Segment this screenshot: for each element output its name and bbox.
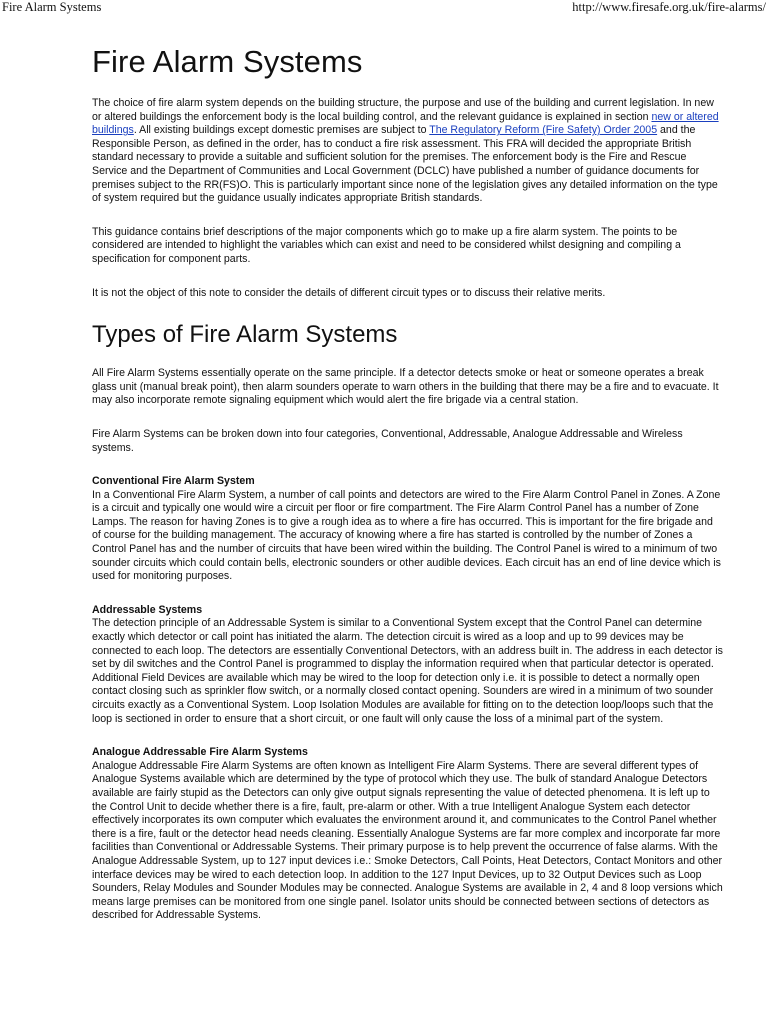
analogue-section	[92, 746, 724, 923]
conventional-heading: Conventional Fire Alarm System	[92, 475, 255, 488]
addressable-heading: Addressable Systems	[92, 603, 203, 616]
print-header-url: http://www.firesafe.org.uk/fire-alarms/	[572, 0, 766, 14]
types-principle-paragraph: All Fire Alarm Systems essentially operate on the same principle. If a detector detects smoke or heat or someone operates a break glass unit (manual break point), then alarm sounders operate to warn others in the building that there may be a fire and to evacuate. It may also incorporate remote signaling equipment which would alert the fire brigade via a central station.	[92, 367, 719, 407]
page-title: Fire Alarm Systems	[92, 44, 363, 79]
conventional-body: In a Conventional Fire Alarm System, a number of call points and detectors are wired to the Fire Alarm Control Panel in Zones. A Zone is a circuit and typically one would wire a circuit per floor or fire compartment. The Fire Alarm Control Panel has a number of Zone Lamps. The reason for having Zones is to give a rough idea as to where a fire has occurred. This is important for the fire brigade and of course for the building management. The accuracy of knowing where a fire has started is controlled by the number of Zones a Control Panel has and the number of circuits that have been wired within the building. The Control Panel is wired to a minimum of two sounder circuits which could contain bells, electronic sounders or other audible devices. Each circuit has an end of line device which is used for monitoring purposes.	[92, 488, 721, 583]
conventional-section	[92, 475, 724, 584]
guidance-paragraph: This guidance contains brief descriptions of the major components which go to make up a fire alarm system. The points to be considered are intended to highlight the variables which can exist and need to be considered whilst designing and compiling a specification for component parts.	[92, 225, 681, 265]
new-or-altered-buildings-link[interactable]: new or altered buildings	[92, 110, 719, 137]
types-heading: Types of Fire Alarm Systems	[92, 321, 398, 349]
scope-paragraph: It is not the object of this note to consider the details of different circuit types or to discuss their relative merits.	[92, 286, 606, 299]
analogue-heading: Analogue Addressable Fire Alarm Systems	[92, 746, 308, 759]
types-categories-paragraph: Fire Alarm Systems can be broken down into four categories, Conventional, Addressable, Analogue Addressable and Wireless systems.	[92, 427, 683, 454]
addressable-body: The detection principle of an Addressable System is similar to a Conventional System except that the Control Panel can determine exactly which detector or call point has initiated the alarm. The detection circuit is wired as a loop and up to 99 devices may be connected to each loop. The detectors are essentially Conventional Detectors, with an address built in. The address in each detector is set by dil switches and the Control Panel is programmed to display the information required when that particular detector is operated. Additional Field Devices are available which may be wired to the loop for detection only i.e. it is possible to detect a normally open contact closing such as sprinkler flow switch, or a normally closed contact opening. Sounders are wired in a minimum of two sounder circuits exactly as a Conventional System. Loop Isolation Modules are available for fitting on to the detection loop/loops such that the loop is sectioned in order to ensure that a short circuit, or one fault will only cause the loss of a minimal part of the system.	[92, 617, 723, 725]
intro-text-3: and the Responsible Person, as defined in the order, has to conduct a fire risk assessment. This FRA will decided the appropriate British standard necessary to provide a suitable and sufficient solution for the premises. The enforcement body is the Fire and Rescue Service and the Department of Communities and Local Government (DCLC) have published a number of guidance documents for premises subject to the RR(FS)O. This is particularly important since none of the legislation gives any detailed information on the type of system required but the guidance usually indicates appropriate British standards.	[92, 124, 718, 205]
intro-paragraph	[92, 97, 724, 206]
print-header-title: Fire Alarm Systems	[2, 0, 102, 14]
print-header	[0, 0, 768, 16]
intro-text-2: . All existing buildings except domestic premises are subject to	[133, 124, 430, 137]
article-content	[92, 44, 724, 943]
intro-text-1: The choice of fire alarm system depends on the building structure, the purpose and use of the building and current legislation. In new or altered buildings the enforcement body is the local building control, and the relevant guidance is explained in section	[92, 97, 714, 123]
addressable-section	[92, 604, 724, 726]
analogue-body: Analogue Addressable Fire Alarm Systems are often known as Intelligent Fire Alarm Systems. There are several different types of Analogue Systems available which are determined by the type of protocol which they use. The bulk of standard Analogue Detectors available are fairly stupid as the Detectors can only give output signals representing the value of detected phenomena. It is left up to the Control Unit to decide whether there is a fire, fault, pre-alarm or other. With a true Intelligent Analogue System each detector effectively incorporates its own computer which evaluates the environment around it, and communicates to the Control Panel whether there is a fire, fault or the detector head needs cleaning. Essentially Analogue Systems are far more complex and incorporate far more facilities than Conventional or Addressable Systems. Their primary purpose is to help prevent the occurrence of false alarms. With the Analogue Addressable System, up to 127 input devices i.e.: Smoke Detectors, Call Points, Heat Detectors, Contact Monitors and other interface devices may be wired to each detection loop. In addition to the 127 Input Devices, up to 32 Output Devices such as Loop Sounders, Relay Modules and Sounder Modules may be connected. Analogue Systems are available in 2, 4 and 8 loop versions which means large premises can be monitored from one single panel. Isolator units should be connected between sections of detectors as described for Addressable Systems.	[92, 759, 723, 922]
regulatory-reform-order-link[interactable]: The Regulatory Reform (Fire Safety) Order 2005	[429, 124, 658, 137]
